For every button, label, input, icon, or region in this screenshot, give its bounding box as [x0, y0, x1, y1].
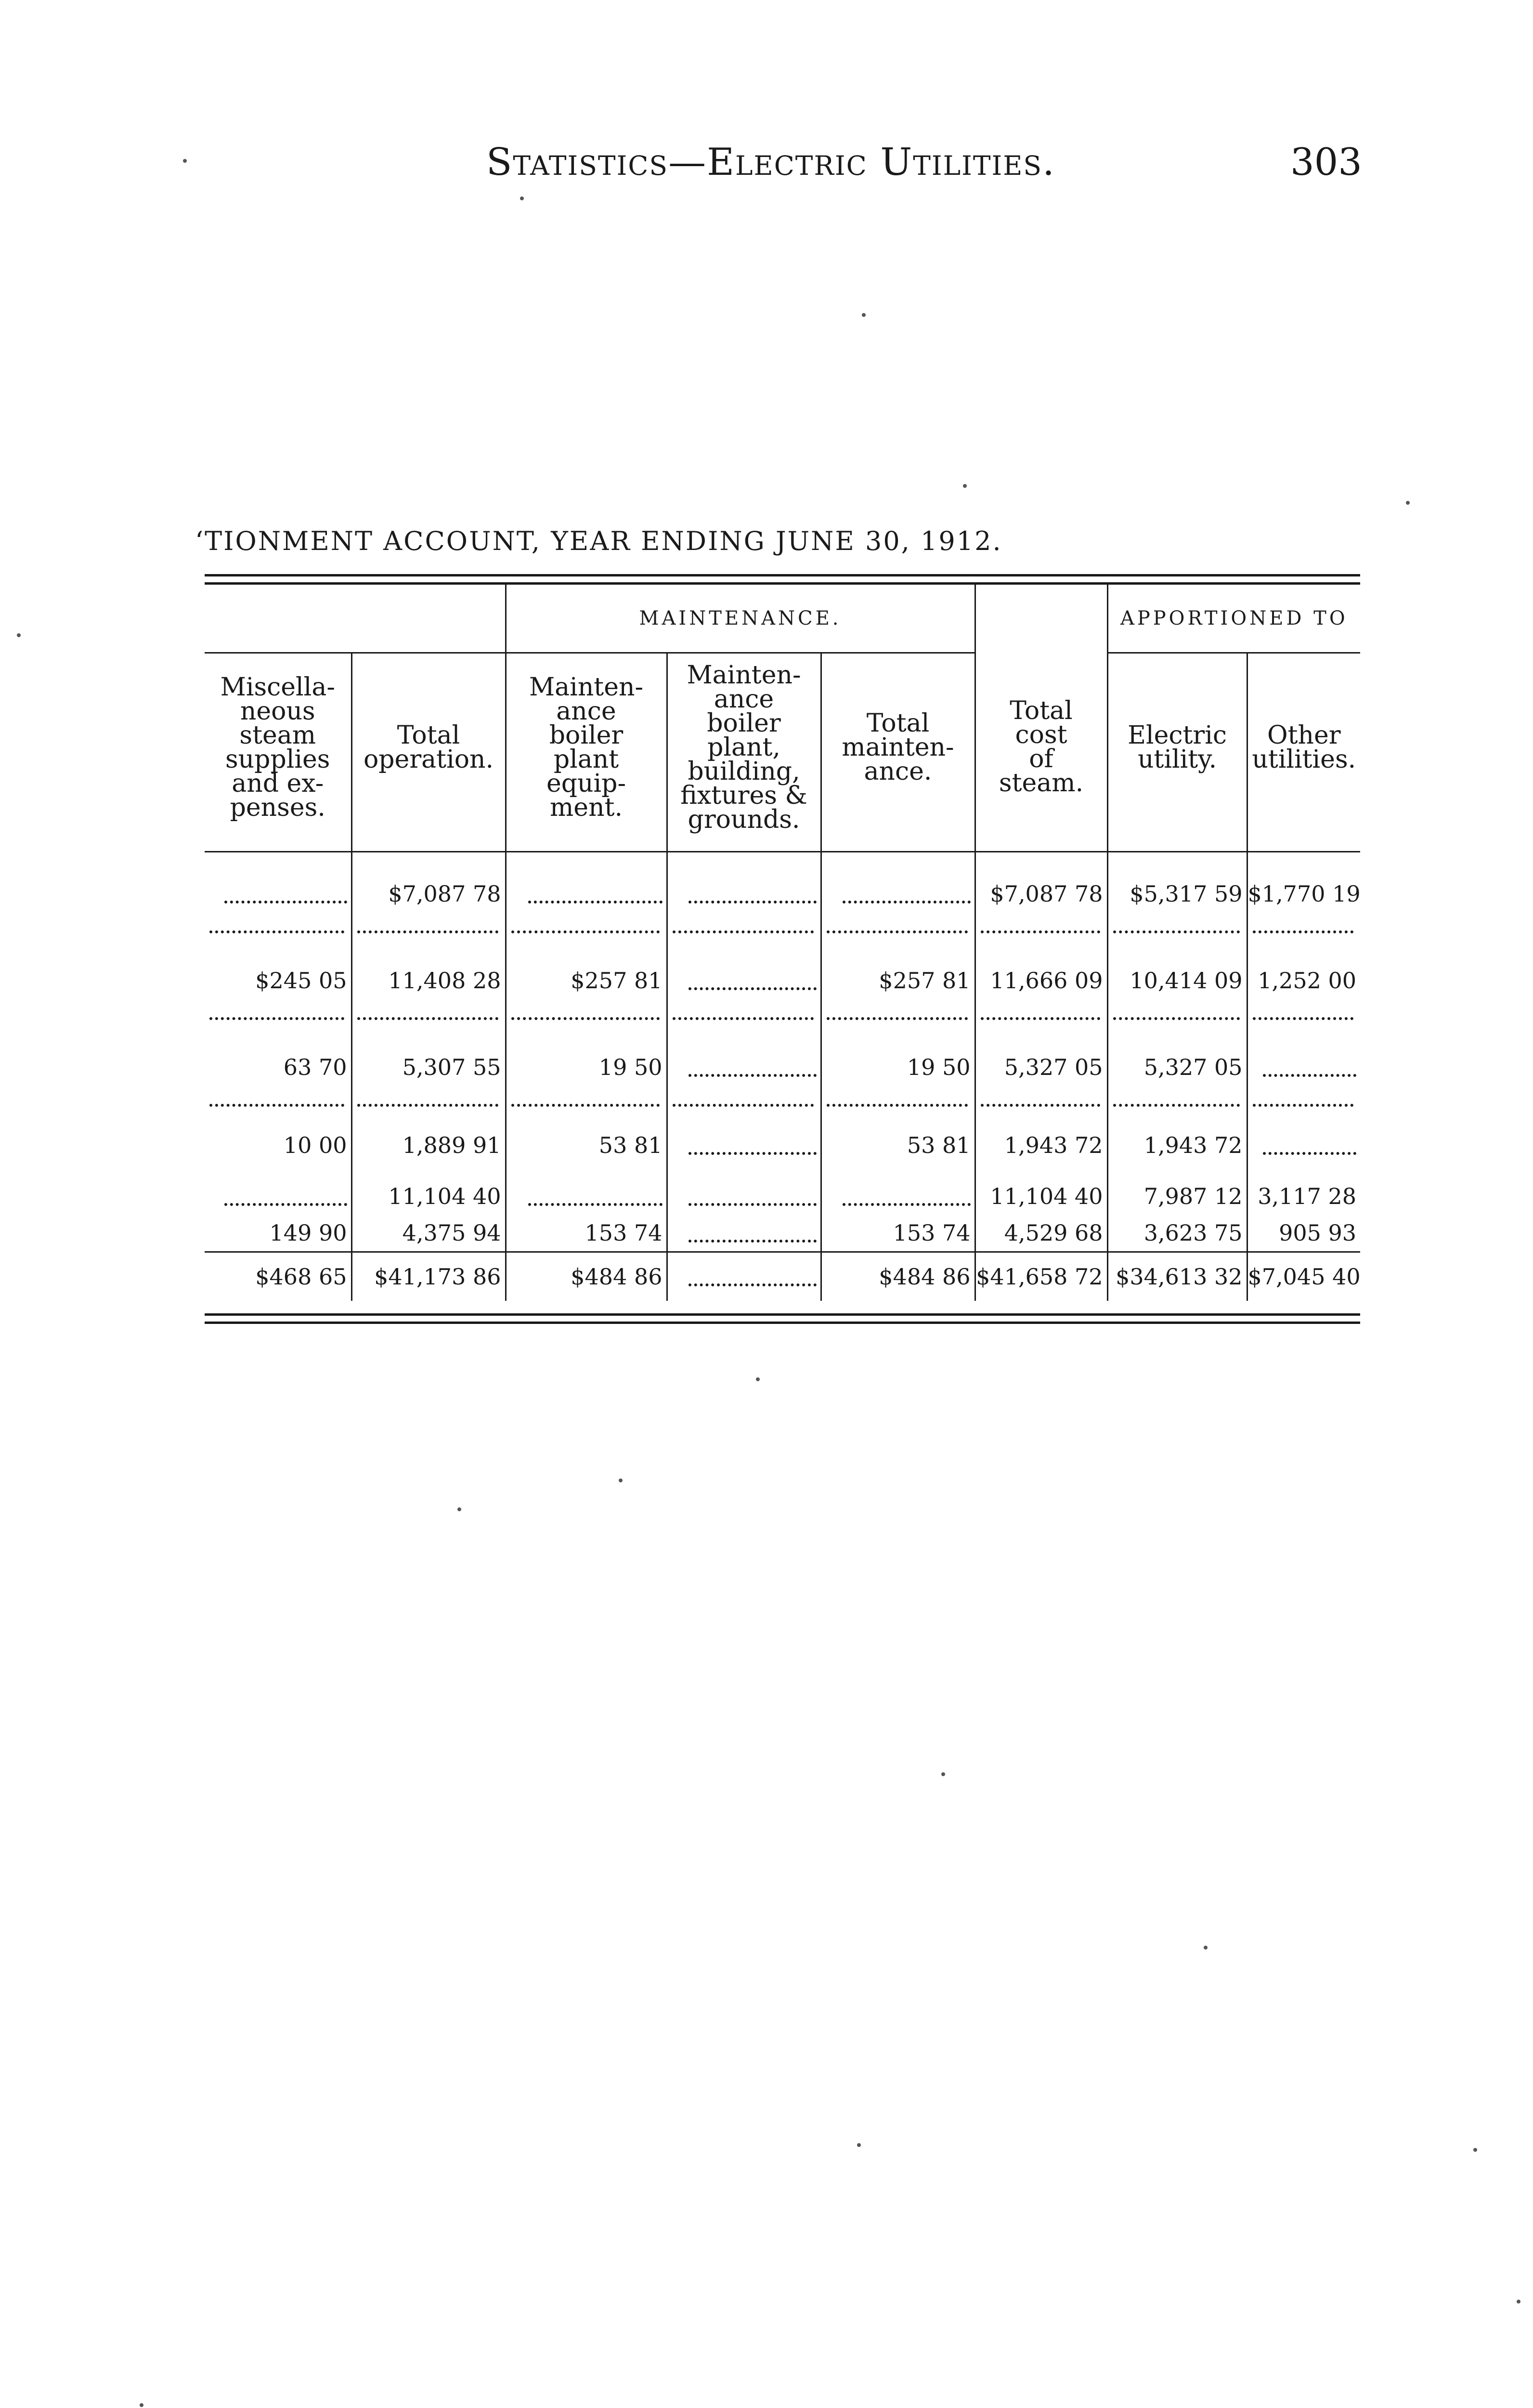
spacer-cell [975, 939, 1107, 962]
column-header-misc-steam-supplies: Miscella- neous steam supplies and ex- penses. [205, 653, 351, 852]
column-header-total-operation: Total operation. [351, 653, 506, 852]
column-header-electric-utility: Electric utility. [1107, 653, 1247, 852]
table-cell: $468 65 [205, 1252, 351, 1301]
table-caption: ‘TIONMENT ACCOUNT, YEAR ENDING JUNE 30, 1912. [195, 526, 1002, 556]
page-speck [520, 196, 524, 200]
page-speck [862, 313, 866, 317]
page-speck [619, 1479, 623, 1482]
table-cell: 53 81 [821, 1127, 975, 1164]
empty-cell [667, 962, 821, 999]
spacer-cell [205, 1112, 351, 1127]
spacer-cell [1107, 1026, 1247, 1049]
dot-leader [673, 1091, 814, 1107]
spacer-row [205, 939, 1360, 962]
table-cell: 53 81 [506, 1127, 667, 1164]
table-row [205, 1178, 1360, 1215]
leader-cell [351, 912, 506, 939]
bottom-double-rule [205, 1313, 1360, 1324]
table-cell: 11,666 09 [975, 962, 1107, 999]
dot-leader [981, 1005, 1100, 1020]
dot-leader [511, 1005, 660, 1020]
running-title: Statistics—Electric Utilities. [486, 141, 1055, 184]
table-cell: 1,889 91 [351, 1127, 506, 1164]
table-cell: 1,252 00 [1258, 968, 1357, 994]
dot-leader [224, 1191, 347, 1206]
dot-leader [689, 1191, 817, 1206]
table-cell: 905 93 [1279, 1220, 1357, 1246]
empty-cell [1247, 1127, 1360, 1164]
spacer-cell [1107, 1164, 1247, 1178]
spacer-cell [975, 1112, 1107, 1127]
spacer-cell [667, 1164, 821, 1178]
spacer-cell [1107, 852, 1247, 876]
leader-cell [1107, 912, 1247, 939]
group-header-maintenance: MAINTENANCE. [506, 585, 975, 653]
dot-leader [528, 888, 663, 903]
spacer-cell [205, 939, 351, 962]
spacer-cell [351, 939, 506, 962]
dot-leader [689, 1139, 817, 1155]
spacer-cell [351, 1164, 506, 1178]
table-cell: $484 86 [506, 1252, 667, 1301]
group-header-blank-cost [975, 585, 1107, 653]
dot-leader [1113, 918, 1240, 933]
empty-cell [506, 876, 667, 912]
spacer-cell [506, 852, 667, 876]
column-header-other-utilities: Other utilities. [1247, 653, 1360, 852]
table-cell: 153 74 [821, 1215, 975, 1252]
table-cell: $257 81 [506, 962, 667, 999]
empty-cell [821, 876, 975, 912]
dot-leader [981, 918, 1100, 933]
empty-cell [667, 1049, 821, 1086]
dot-leader [224, 888, 347, 903]
leader-cell [1107, 999, 1247, 1026]
spacer-cell [506, 1112, 667, 1127]
table-cell: 149 90 [205, 1215, 351, 1252]
spacer-cell [1247, 1164, 1360, 1178]
column-header-total-cost-steam: Total cost of steam. [975, 653, 1107, 852]
page-speck [1204, 1946, 1208, 1950]
dot-leader [1263, 1061, 1356, 1077]
table-cell: 4,529 68 [975, 1215, 1107, 1252]
dot-leader [843, 888, 971, 903]
group-header-blank [205, 585, 506, 653]
table-cell: 19 50 [821, 1049, 975, 1086]
leader-cell [351, 1086, 506, 1112]
page-speck [17, 633, 21, 637]
spacer-cell [667, 1026, 821, 1049]
table-cell: $245 05 [205, 962, 351, 999]
table-cell: $7,045 40 [1247, 1252, 1360, 1301]
leader-cell [205, 1086, 351, 1112]
dot-leader [1263, 1139, 1356, 1155]
table-cell: 5,327 05 [1107, 1049, 1247, 1086]
table-row [205, 1049, 1360, 1086]
table-cell: 4,375 94 [351, 1215, 506, 1252]
table-cell: $484 86 [821, 1252, 975, 1301]
table-cell: 63 70 [205, 1049, 351, 1086]
apportionment-table [205, 574, 1360, 1324]
spacer-cell [975, 852, 1107, 876]
leader-cell [821, 912, 975, 939]
leader-cell [506, 912, 667, 939]
page-speck [1473, 2148, 1477, 2152]
dot-leader [1253, 1091, 1354, 1107]
spacer-cell [506, 1164, 667, 1178]
dot-leader [357, 1005, 498, 1020]
table-cell: 1,943 72 [1107, 1127, 1247, 1164]
table-cell: $7,087 78 [351, 876, 506, 912]
spacer-row [205, 1164, 1360, 1178]
spacer-cell [506, 939, 667, 962]
leader-cell [975, 1086, 1107, 1112]
dot-leader [981, 1091, 1100, 1107]
spacer-cell [351, 852, 506, 876]
page-speck [1406, 501, 1410, 505]
leader-cell [667, 999, 821, 1026]
page-number: 303 [1290, 141, 1362, 184]
leader-cell [205, 912, 351, 939]
group-header-apportioned: APPORTIONED TO [1107, 585, 1360, 653]
leader-cell [506, 1086, 667, 1112]
table-cell: $257 81 [821, 962, 975, 999]
page-speck [140, 2403, 143, 2407]
spacer-cell [205, 852, 351, 876]
page-speck [183, 159, 187, 163]
spacer-cell [821, 1164, 975, 1178]
dot-leader [209, 1091, 344, 1107]
column-header-maint-boiler-equipment: Mainten- ance boiler plant equip- ment. [506, 653, 667, 852]
table-cell: 10,414 09 [1107, 962, 1247, 999]
leader-row [205, 912, 1360, 939]
spacer-cell [667, 939, 821, 962]
dot-leader [673, 918, 814, 933]
empty-cell [667, 1178, 821, 1215]
spacer-cell [1247, 1112, 1360, 1127]
spacer-cell [975, 1164, 1107, 1178]
page-speck [857, 2143, 861, 2147]
empty-cell [1247, 1049, 1360, 1086]
spacer-cell [1247, 939, 1360, 962]
leader-row [205, 1086, 1360, 1112]
spacer-cell [667, 1112, 821, 1127]
table-cell: 3,623 75 [1107, 1215, 1247, 1252]
table-row [205, 962, 1360, 999]
top-double-rule [205, 574, 1360, 585]
table-cell: $7,087 78 [975, 876, 1107, 912]
spacer-cell [821, 852, 975, 876]
leader-cell [821, 1086, 975, 1112]
spacer-cell [1247, 852, 1360, 876]
page-speck [941, 1772, 945, 1776]
table-row [205, 1215, 1360, 1252]
steam-cost-table [205, 585, 1360, 1301]
table-cell: $41,173 86 [351, 1252, 506, 1301]
dot-leader [209, 918, 344, 933]
page-speck [1517, 2300, 1520, 2303]
empty-cell [667, 1215, 821, 1252]
spacer-cell [351, 1112, 506, 1127]
table-cell: 10 00 [205, 1127, 351, 1164]
leader-cell [667, 912, 821, 939]
spacer-cell [821, 1026, 975, 1049]
empty-cell [667, 1252, 821, 1301]
table-cell: 1,943 72 [975, 1127, 1107, 1164]
dot-leader [528, 1191, 663, 1206]
spacer-row [205, 852, 1360, 876]
page-speck [963, 484, 967, 488]
table-cell: 19 50 [506, 1049, 667, 1086]
empty-cell [667, 1127, 821, 1164]
table-cell: 5,307 55 [351, 1049, 506, 1086]
dot-leader [511, 1091, 660, 1107]
leader-cell [1107, 1086, 1247, 1112]
leader-cell [205, 999, 351, 1026]
dot-leader [843, 1191, 971, 1206]
table-cell: 11,104 40 [351, 1178, 506, 1215]
spacer-row [205, 1026, 1360, 1049]
totals-row [205, 1252, 1360, 1301]
dot-leader [1253, 918, 1354, 933]
page-speck [756, 1377, 760, 1381]
table-cell: 11,104 40 [975, 1178, 1107, 1215]
spacer-cell [821, 1112, 975, 1127]
table-row [205, 876, 1360, 912]
dot-leader [689, 888, 817, 903]
spacer-cell [205, 1164, 351, 1178]
dot-leader [827, 918, 968, 933]
leader-cell [975, 912, 1107, 939]
table-cell: $34,613 32 [1107, 1252, 1247, 1301]
table-cell: $41,658 72 [975, 1252, 1107, 1301]
dot-leader [673, 1005, 814, 1020]
leader-cell [975, 999, 1107, 1026]
dot-leader [1113, 1005, 1240, 1020]
table-cell: 11,408 28 [351, 962, 506, 999]
dot-leader [1113, 1091, 1240, 1107]
empty-cell [205, 876, 351, 912]
empty-cell [506, 1178, 667, 1215]
spacer-cell [506, 1026, 667, 1049]
table-cell: $5,317 59 [1107, 876, 1247, 912]
leader-cell [506, 999, 667, 1026]
empty-cell [667, 876, 821, 912]
leader-row [205, 999, 1360, 1026]
table-cell: 5,327 05 [975, 1049, 1107, 1086]
dot-leader [357, 1091, 498, 1107]
leader-cell [1247, 999, 1360, 1026]
leader-cell [667, 1086, 821, 1112]
dot-leader [511, 918, 660, 933]
leader-cell [821, 999, 975, 1026]
dot-leader [689, 1061, 817, 1077]
spacer-cell [821, 939, 975, 962]
table-row [205, 1127, 1360, 1164]
table-cell: 153 74 [506, 1215, 667, 1252]
spacer-row [205, 1112, 1360, 1127]
dot-leader [689, 1271, 817, 1286]
spacer-cell [1107, 1112, 1247, 1127]
dot-leader [689, 1227, 817, 1243]
dot-leader [1253, 1005, 1354, 1020]
spacer-cell [351, 1026, 506, 1049]
empty-cell [821, 1178, 975, 1215]
spacer-cell [1107, 939, 1247, 962]
page-speck [457, 1507, 461, 1511]
table-cell: $1,770 19 [1247, 881, 1361, 907]
leader-cell [1247, 1086, 1360, 1112]
spacer-cell [1247, 1026, 1360, 1049]
table-cell: 7,987 12 [1107, 1178, 1247, 1215]
empty-cell [205, 1178, 351, 1215]
leader-cell [351, 999, 506, 1026]
table-cell: 3,117 28 [1258, 1183, 1357, 1209]
spacer-cell [975, 1026, 1107, 1049]
dot-leader [357, 918, 498, 933]
spacer-cell [205, 1026, 351, 1049]
dot-leader [827, 1005, 968, 1020]
leader-cell [1247, 912, 1360, 939]
dot-leader [689, 975, 817, 990]
dot-leader [209, 1005, 344, 1020]
column-header-total-maintenance: Total mainten- ance. [821, 653, 975, 852]
dot-leader [827, 1091, 968, 1107]
column-header-maint-boiler-building: Mainten- ance boiler plant, building, fixtures & grounds. [667, 653, 821, 852]
spacer-cell [667, 852, 821, 876]
